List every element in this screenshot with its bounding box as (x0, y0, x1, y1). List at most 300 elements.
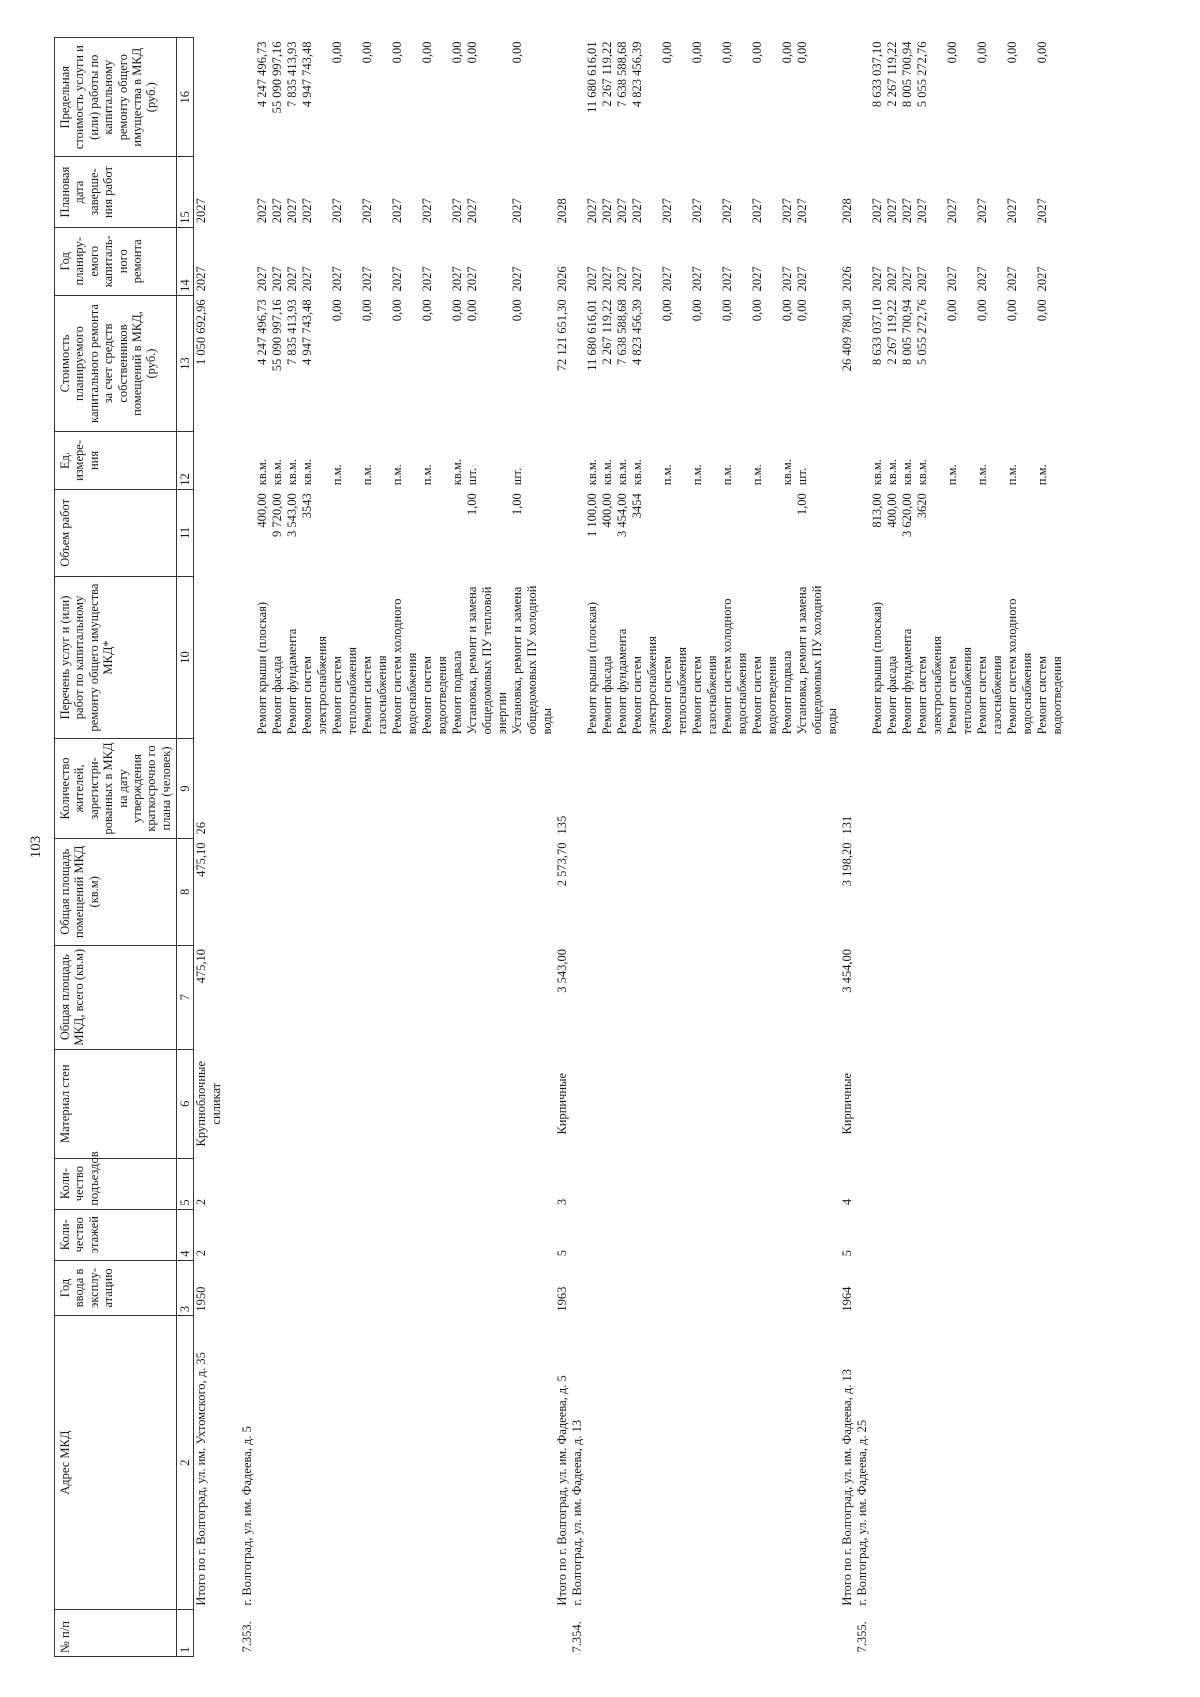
cell-col-7 (360, 945, 390, 1049)
cell-col-14 (570, 227, 585, 295)
work-row (600, 38, 615, 1657)
cell-col-14: 2027 (915, 266, 930, 292)
cell-col-12: п.м. (945, 464, 960, 486)
cell-col-11 (945, 489, 975, 576)
cell-col-15: 2027 (585, 198, 600, 224)
cell-col-14: 2027 (885, 266, 900, 292)
column-index: 11 (177, 489, 194, 576)
cell-col-16: 4 947 743,48 (300, 41, 315, 108)
cell-col-10: Ремонт систем газоснабжения (690, 655, 720, 735)
cell-col-3 (795, 1260, 840, 1315)
cell-col-16: 0,00 (975, 41, 990, 64)
cell-col-10: Ремонт систем электроснабжения (630, 636, 660, 735)
cell-col-8 (1035, 839, 1065, 946)
cell-col-14: 2027 (420, 266, 435, 292)
cell-col-11: 400,00 (885, 493, 900, 528)
cell-col-6 (585, 1049, 600, 1158)
cell-col-5 (885, 1158, 900, 1209)
total-row (840, 38, 855, 1657)
cell-col-12: кв.м. (450, 459, 465, 486)
cell-col-11 (720, 489, 750, 576)
cell-col-1 (510, 1610, 555, 1657)
cell-col-16: 2 267 119,22 (600, 41, 615, 107)
cell-col-11 (750, 489, 780, 576)
cell-col-4 (330, 1209, 360, 1260)
cell-col-3 (900, 1260, 915, 1315)
cell-col-13: 1 050 692,96 (194, 299, 209, 365)
cell-col-11 (390, 489, 420, 576)
cell-col-13: 0,00 (750, 299, 765, 322)
cell-col-9 (690, 738, 720, 838)
cell-col-2 (285, 1316, 300, 1610)
cell-col-10: Ремонт фасада (600, 655, 615, 735)
cell-col-14: 2027 (1005, 266, 1020, 292)
cell-col-16: 0,00 (510, 41, 525, 64)
cell-col-13: 0,00 (975, 299, 990, 322)
cell-col-9 (450, 738, 465, 838)
cell-col-11 (240, 489, 255, 576)
cell-col-7 (630, 945, 660, 1049)
cell-col-12: шт. (465, 467, 480, 486)
cell-col-5 (585, 1158, 600, 1209)
work-row (795, 38, 840, 1657)
cell-col-10 (555, 577, 570, 739)
cell-col-7 (420, 945, 450, 1049)
cell-col-12: кв.м. (270, 459, 285, 486)
cell-col-3 (1035, 1260, 1065, 1315)
cell-col-2: г. Волгоград, ул. им. Фадеева, д. 13 (570, 1419, 585, 1606)
cell-col-8 (720, 839, 750, 946)
cell-col-5 (600, 1158, 615, 1209)
cell-col-11: 3620 (915, 493, 930, 519)
work-row (465, 38, 510, 1657)
cell-col-14: 2027 (1035, 266, 1050, 292)
cell-col-11 (690, 489, 720, 576)
cell-col-11: 400,00 (600, 493, 615, 528)
cell-col-11: 1,00 (795, 493, 810, 516)
cell-col-7: 3 543,00 (555, 949, 570, 993)
work-row (615, 38, 630, 1657)
cell-col-16: 0,00 (795, 41, 810, 64)
cell-col-1 (975, 1610, 1005, 1657)
work-row (975, 38, 1005, 1657)
cell-col-3 (270, 1260, 285, 1315)
cell-col-8 (420, 839, 450, 946)
header-cell: Предельная стоимость услуги и (или) работы по капитальному ремонту общего имущества в МКД (руб.) (55, 38, 177, 157)
page-number: 103 (28, 835, 44, 859)
cell-col-12 (855, 432, 870, 490)
cell-col-6 (975, 1049, 1005, 1158)
work-row (585, 38, 600, 1657)
cell-col-7 (285, 945, 300, 1049)
house-row (855, 38, 870, 1657)
cell-col-9 (720, 738, 750, 838)
work-row (660, 38, 690, 1657)
cell-col-15 (855, 157, 870, 227)
cell-col-12: п.м. (750, 464, 765, 486)
cell-col-7 (240, 945, 255, 1049)
cell-col-3 (975, 1260, 1005, 1315)
cell-col-14: 2027 (270, 266, 285, 292)
cell-col-9 (900, 738, 915, 838)
cell-col-14: 2027 (720, 266, 735, 292)
capital-repair-table (54, 37, 1065, 1657)
cell-col-10: Ремонт систем холодного водоснабжения (390, 598, 420, 735)
cell-col-9 (420, 738, 450, 838)
cell-col-10 (570, 577, 585, 739)
cell-col-6 (1005, 1049, 1035, 1158)
cell-col-9 (300, 738, 330, 838)
cell-col-11 (330, 489, 360, 576)
cell-col-8 (870, 839, 885, 946)
cell-col-11: 400,00 (255, 493, 270, 528)
cell-col-13 (240, 295, 255, 431)
cell-col-14: 2027 (600, 266, 615, 292)
cell-col-7 (855, 945, 870, 1049)
cell-col-2 (1035, 1316, 1065, 1610)
header-cell: Объем работ (55, 489, 177, 576)
cell-col-12: шт. (795, 467, 810, 486)
cell-col-4 (885, 1209, 900, 1260)
cell-col-4 (585, 1209, 600, 1260)
cell-col-3 (390, 1260, 420, 1315)
cell-col-1 (615, 1610, 630, 1657)
cell-col-16 (555, 38, 570, 157)
cell-col-1 (360, 1610, 390, 1657)
cell-col-1 (885, 1610, 900, 1657)
cell-col-9 (285, 738, 300, 838)
cell-col-9 (570, 738, 585, 838)
cell-col-6 (915, 1049, 945, 1158)
cell-col-9 (1035, 738, 1065, 838)
cell-col-9 (510, 738, 555, 838)
cell-col-3: 1964 (840, 1286, 855, 1312)
cell-col-5: 2 (194, 1198, 209, 1206)
cell-col-12: кв.м. (915, 459, 930, 486)
cell-col-11: 3543 (300, 493, 315, 519)
cell-col-11 (570, 489, 585, 576)
cell-col-6: Кирпичные (840, 1072, 855, 1135)
cell-col-8 (600, 839, 615, 946)
cell-col-7 (915, 945, 945, 1049)
cell-col-14: 2027 (900, 266, 915, 292)
cell-col-5 (390, 1158, 420, 1209)
cell-col-9 (330, 738, 360, 838)
cell-col-15: 2027 (975, 198, 990, 224)
cell-col-11 (420, 489, 450, 576)
cell-col-4 (795, 1209, 840, 1260)
cell-col-11 (1005, 489, 1035, 576)
cell-col-10: Ремонт систем теплоснабжения (660, 646, 690, 735)
cell-col-7 (975, 945, 1005, 1049)
cell-col-4 (915, 1209, 945, 1260)
cell-col-15: 2027 (510, 198, 525, 224)
cell-col-9 (390, 738, 420, 838)
cell-col-7 (870, 945, 885, 1049)
cell-col-2 (390, 1316, 420, 1610)
cell-col-6 (255, 1049, 270, 1158)
cell-col-16 (840, 38, 855, 157)
cell-col-3 (630, 1260, 660, 1315)
cell-col-12: кв.м. (780, 459, 795, 486)
cell-col-11: 1,00 (510, 493, 525, 516)
cell-col-1 (795, 1610, 840, 1657)
cell-col-15: 2027 (870, 198, 885, 224)
cell-col-5 (465, 1158, 510, 1209)
cell-col-2 (750, 1316, 780, 1610)
header-cell: Год планиру-емого капиталь-ного ремонта (55, 227, 177, 295)
cell-col-1 (945, 1610, 975, 1657)
cell-col-6 (780, 1049, 795, 1158)
cell-col-10: Ремонт крыши (плоская) (870, 601, 885, 735)
cell-col-12 (194, 432, 225, 490)
cell-col-3 (945, 1260, 975, 1315)
cell-col-10: Ремонт систем водоотведения (1035, 655, 1065, 735)
cell-col-6 (1035, 1049, 1065, 1158)
cell-col-15: 2027 (255, 198, 270, 224)
cell-col-10: Ремонт систем электроснабжения (300, 636, 330, 735)
cell-col-14 (240, 227, 255, 295)
cell-col-15: 2027 (945, 198, 960, 224)
table-body (194, 38, 1066, 1657)
cell-col-5: 3 (555, 1198, 570, 1206)
cell-col-15: 2027 (1035, 198, 1050, 224)
cell-col-16: 0,00 (450, 41, 465, 64)
column-index: 9 (177, 738, 194, 838)
cell-col-5 (795, 1158, 840, 1209)
work-row (285, 38, 300, 1657)
cell-col-15: 2028 (555, 198, 570, 224)
cell-col-14: 2027 (194, 266, 209, 292)
cell-col-10: Ремонт систем газоснабжения (360, 655, 390, 735)
cell-col-7 (330, 945, 360, 1049)
cell-col-10: Ремонт фундамента (285, 628, 300, 735)
cell-col-6 (690, 1049, 720, 1158)
cell-col-2: Итого по г. Волгоград, ул. им. Ухтомского, д. 35 (194, 1352, 209, 1606)
cell-col-6 (330, 1049, 360, 1158)
cell-col-8 (750, 839, 780, 946)
cell-col-2 (300, 1316, 330, 1610)
cell-col-9 (750, 738, 780, 838)
cell-col-2 (945, 1316, 975, 1610)
cell-col-10 (240, 577, 255, 739)
cell-col-9: 26 (194, 822, 209, 835)
cell-col-4 (300, 1209, 330, 1260)
cell-col-15: 2027 (270, 198, 285, 224)
cell-col-9 (660, 738, 690, 838)
cell-col-3 (585, 1260, 600, 1315)
cell-col-11: 813,00 (870, 493, 885, 528)
cell-col-8 (975, 839, 1005, 946)
total-row (194, 38, 225, 1657)
cell-col-16: 8 005 700,94 (900, 41, 915, 108)
cell-col-1 (660, 1610, 690, 1657)
cell-col-8 (255, 839, 270, 946)
cell-col-10: Ремонт фундамента (900, 628, 915, 735)
cell-col-15: 2027 (390, 198, 405, 224)
cell-col-10 (840, 577, 855, 739)
cell-col-15: 2027 (720, 198, 735, 224)
cell-col-5 (615, 1158, 630, 1209)
cell-col-15: 2027 (915, 198, 930, 224)
cell-col-8 (1005, 839, 1035, 946)
header-cell: Общая площадь помещений МКД (кв.м) (55, 839, 177, 946)
cell-col-5 (255, 1158, 270, 1209)
cell-col-5 (360, 1158, 390, 1209)
cell-col-1 (780, 1610, 795, 1657)
cell-col-15 (570, 157, 585, 227)
cell-col-15: 2027 (360, 198, 375, 224)
cell-col-3 (615, 1260, 630, 1315)
cell-col-11: 1,00 (465, 493, 480, 516)
cell-col-13: 55 090 997,16 (270, 299, 285, 372)
cell-col-13: 0,00 (720, 299, 735, 322)
cell-col-13: 0,00 (795, 299, 810, 322)
cell-col-11 (660, 489, 690, 576)
cell-col-1 (720, 1610, 750, 1657)
cell-col-9 (870, 738, 885, 838)
work-row (885, 38, 900, 1657)
cell-col-3 (660, 1260, 690, 1315)
header-cell: Материал стен (55, 1049, 177, 1158)
cell-col-15: 2027 (285, 198, 300, 224)
cell-col-7 (585, 945, 600, 1049)
cell-col-8 (270, 839, 285, 946)
cell-col-16: 0,00 (1005, 41, 1020, 64)
work-row (390, 38, 420, 1657)
cell-col-5 (630, 1158, 660, 1209)
cell-col-5 (750, 1158, 780, 1209)
cell-col-13: 26 409 780,30 (840, 299, 855, 372)
work-row (330, 38, 360, 1657)
cell-col-16 (194, 38, 225, 157)
cell-col-15: 2027 (660, 198, 675, 224)
cell-col-10: Ремонт систем водоотведения (750, 655, 780, 735)
header-cell: Год ввода в эксплу-атацию (55, 1260, 177, 1315)
cell-col-14 (855, 227, 870, 295)
cell-col-6 (360, 1049, 390, 1158)
work-row (870, 38, 885, 1657)
cell-col-9 (915, 738, 945, 838)
cell-col-5 (450, 1158, 465, 1209)
cell-col-11 (855, 489, 870, 576)
cell-col-1: 7.353. (240, 1621, 255, 1653)
cell-col-14: 2027 (510, 266, 525, 292)
cell-col-16: 0,00 (465, 41, 480, 64)
cell-col-16: 0,00 (780, 41, 795, 64)
column-index: 6 (177, 1049, 194, 1158)
column-index: 7 (177, 945, 194, 1049)
cell-col-6 (270, 1049, 285, 1158)
cell-col-1 (555, 1610, 570, 1657)
cell-col-2 (615, 1316, 630, 1610)
cell-col-3 (690, 1260, 720, 1315)
cell-col-8 (630, 839, 660, 946)
cell-col-5 (780, 1158, 795, 1209)
cell-col-10: Установка, ремонт и замена общедомовых ПУ холодной воды (795, 585, 840, 735)
cell-col-6 (450, 1049, 465, 1158)
cell-col-11: 9 720,00 (270, 493, 285, 537)
work-row (360, 38, 390, 1657)
cell-col-7 (270, 945, 285, 1049)
cell-col-7 (390, 945, 420, 1049)
cell-col-13: 0,00 (945, 299, 960, 322)
cell-col-2 (900, 1316, 915, 1610)
cell-col-4 (780, 1209, 795, 1260)
cell-col-14: 2027 (300, 266, 315, 292)
header-cell: Ед. измере-ния (55, 432, 177, 490)
cell-col-15: 2027 (690, 198, 705, 224)
cell-col-12: п.м. (420, 464, 435, 486)
cell-col-13: 4 947 743,48 (300, 299, 315, 365)
column-index: 8 (177, 839, 194, 946)
cell-col-16: 2 267 119,22 (885, 41, 900, 107)
cell-col-16 (240, 38, 255, 157)
cell-col-7 (885, 945, 900, 1049)
cell-col-4 (600, 1209, 615, 1260)
cell-col-13: 0,00 (465, 299, 480, 322)
cell-col-9 (975, 738, 1005, 838)
cell-col-11: 3 543,00 (285, 493, 300, 537)
cell-col-8 (615, 839, 630, 946)
cell-col-8 (855, 839, 870, 946)
work-row (900, 38, 915, 1657)
cell-col-6 (420, 1049, 450, 1158)
cell-col-12: п.м. (360, 464, 375, 486)
cell-col-8 (465, 839, 510, 946)
cell-col-2 (660, 1316, 690, 1610)
header-cell: Общая площадь МКД, всего (кв.м) (55, 945, 177, 1049)
cell-col-8 (285, 839, 300, 946)
cell-col-13 (570, 295, 585, 431)
cell-col-12: п.м. (330, 464, 345, 486)
cell-col-6 (855, 1049, 870, 1158)
cell-col-3 (855, 1260, 870, 1315)
cell-col-11 (555, 489, 570, 576)
cell-col-9: 135 (555, 815, 570, 835)
header-cell: Стоимость планируемого капитального ремонта за счет средств собственников помещений в МКД, (руб.) (55, 295, 177, 431)
header-index-row (177, 38, 194, 1657)
cell-col-14: 2027 (975, 266, 990, 292)
cell-col-1 (390, 1610, 420, 1657)
header-cell: Плановая дата заверше-ния работ (55, 157, 177, 227)
work-row (720, 38, 750, 1657)
cell-col-14: 2027 (450, 266, 465, 292)
cell-col-9 (600, 738, 615, 838)
cell-col-4 (945, 1209, 975, 1260)
cell-col-4 (240, 1209, 255, 1260)
cell-col-12: кв.м. (600, 459, 615, 486)
cell-col-10: Ремонт систем электроснабжения (915, 636, 945, 735)
cell-col-16: 11 680 616,01 (585, 41, 600, 113)
cell-col-1 (300, 1610, 330, 1657)
cell-col-10: Ремонт фасада (885, 655, 900, 735)
cell-col-2 (1005, 1316, 1035, 1610)
cell-col-2 (600, 1316, 615, 1610)
cell-col-12: п.м. (690, 464, 705, 486)
cell-col-16: 8 633 037,10 (870, 41, 885, 108)
cell-col-13: 11 680 616,01 (585, 299, 600, 371)
house-row (570, 38, 585, 1657)
cell-col-9 (465, 738, 510, 838)
cell-col-7 (780, 945, 795, 1049)
cell-col-12: кв.м. (870, 459, 885, 486)
cell-col-16: 0,00 (1035, 41, 1050, 64)
cell-col-13: 0,00 (780, 299, 795, 322)
cell-col-1 (840, 1610, 855, 1657)
cell-col-5 (690, 1158, 720, 1209)
cell-col-2 (720, 1316, 750, 1610)
